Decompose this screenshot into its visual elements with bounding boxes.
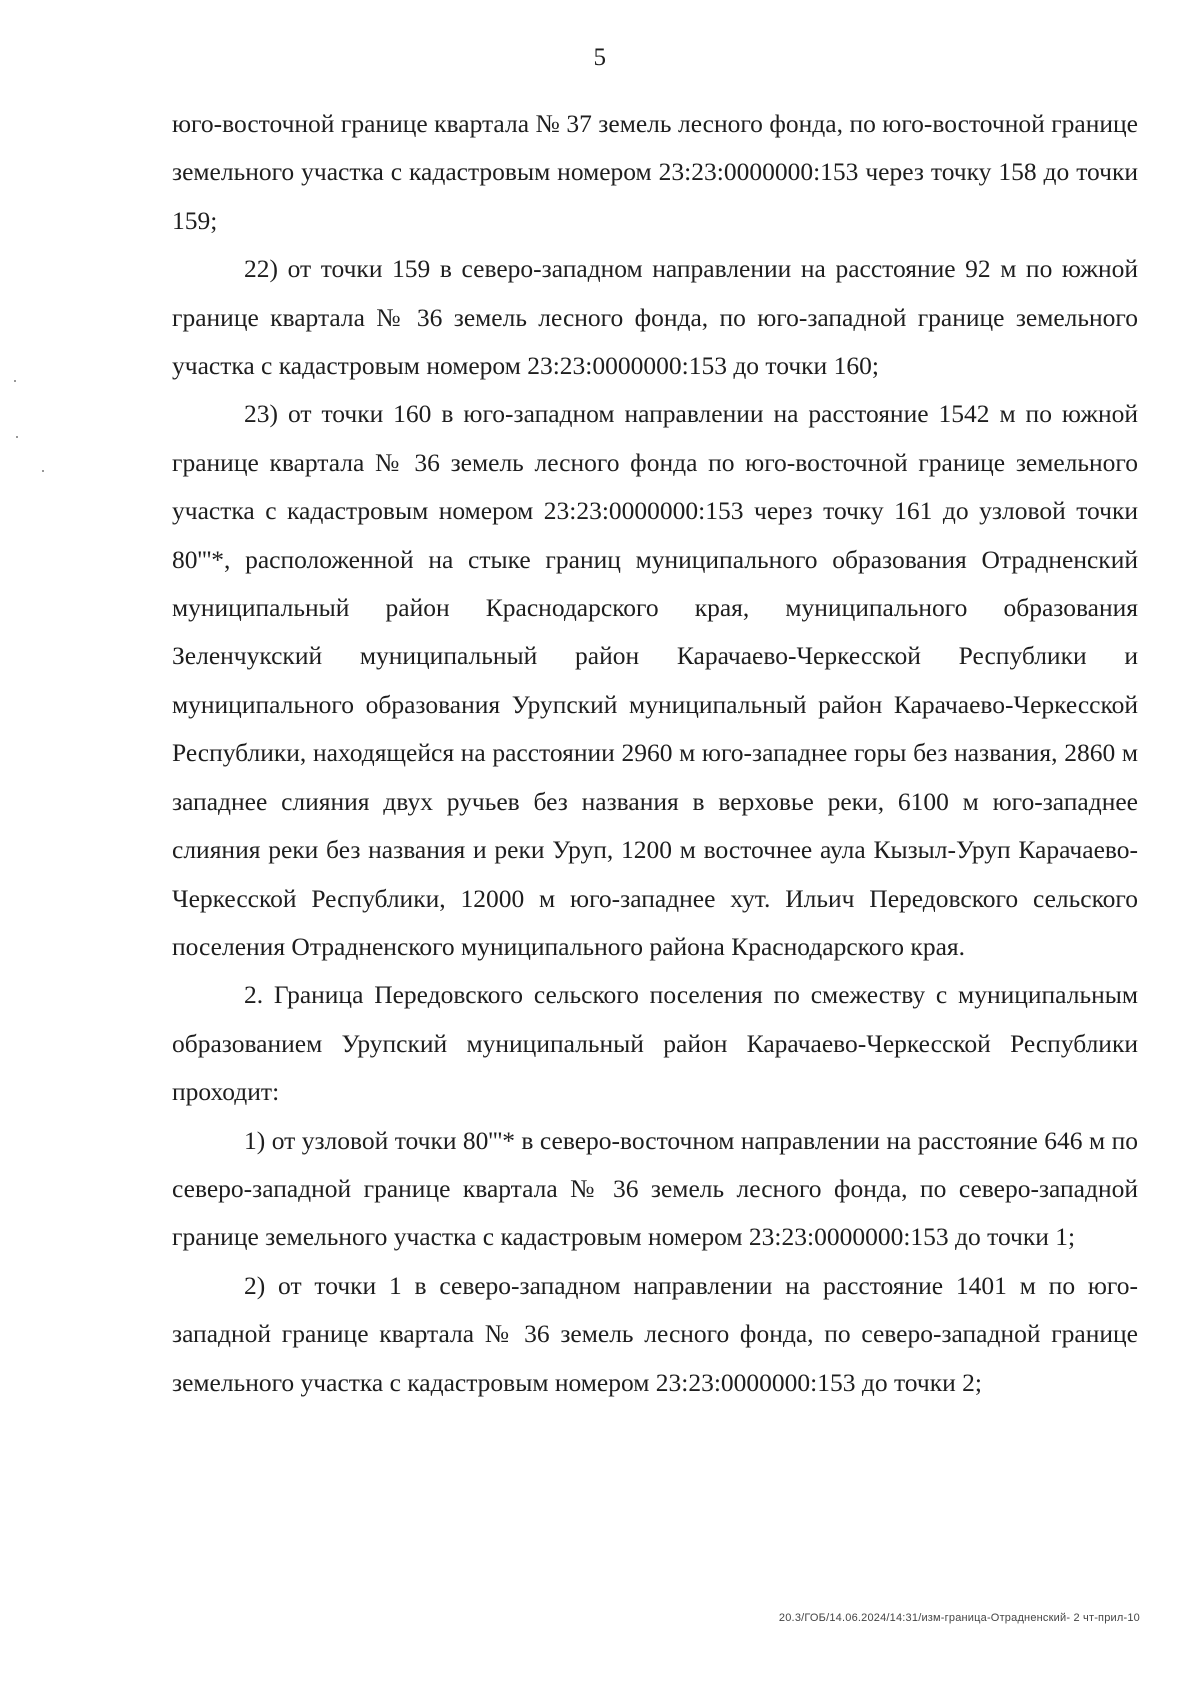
page-number: 5 — [593, 44, 607, 71]
scan-speck — [42, 470, 44, 472]
paragraph-continuation: юго-восточной границе квартала № 37 земель лесного фонда, по юго-восточной границе земельного участка с кадастровым номером 23:23:0000000:153 через точку 158 до точки 159; — [172, 109, 1138, 235]
paragraph-item-22: 22) от точки 159 в северо-западном направлении на расстояние 92 м по южной границе квартала № 36 земель лесного фонда, по юго-западной границе земельного участка с кадастровым номером 23:23:0000000:153 до точки 160; — [172, 254, 1138, 381]
paragraph-item-2: 2) от точки 1 в северо-западном направлении на расстояние 1401 м по юго-западной границе квартала № 36 земель лесного фонда, по северо-западной границе земельного участка с кадастровым номером 23:23:0000000:153 до точки 2; — [172, 1270, 1138, 1397]
paragraph-item-23: 23) от точки 160 в юго-западном направлении на расстояние 1542 м по южной границе квартала № 36 земель лесного фонда по юго-восточной границе земельного участка с кадастровым номером 23:23:0000000:153 через точку 161 до узловой точки 80'''*, расположенной на стыке границ муниципального образования Отрадненский муниципальный район Краснодарского края, муниципального образования Зеленчукский муниципальный район Карачаево-Черкесской Республики и муниципального образования Урупский муниципальный район Карачаево-Черкесской Республики, находящейся на расстоянии 2960 м юго-западнее горы без названия, 2860 м западнее слияния двух ручьев без названия в верховье реки, 6100 м юго-западнее слияния реки без названия и реки Уруп, 1200 м восточнее аула Кызыл-Уруп Карачаево-Черкесской Республики, 12000 м юго-западнее хут. Ильич Передовского сельского поселения Отрадненского муниципального района Краснодарского края. — [172, 399, 1138, 961]
paragraph-section-2: 2. Граница Передовского сельского поселения по смежеству с муниципальным образованием Урупский муниципальный район Карачаево-Черкесской Республики проходит: — [172, 980, 1138, 1107]
document-body — [172, 100, 1138, 1407]
scan-speck — [16, 436, 18, 438]
paragraph-item-1: 1) от узловой точки 80'''* в северо-восточном направлении на расстояние 646 м по северо-западной границе квартала № 36 земель лесного фонда, по северо-западной границе земельного участка с кадастровым номером 23:23:0000000:153 до точки 1; — [172, 1125, 1138, 1252]
document-footer: 20.3/ГОБ/14.06.2024/14:31/изм-граница-Отрадненский- 2 чт-прил-10 — [778, 1612, 1140, 1624]
scan-speck — [14, 380, 16, 382]
